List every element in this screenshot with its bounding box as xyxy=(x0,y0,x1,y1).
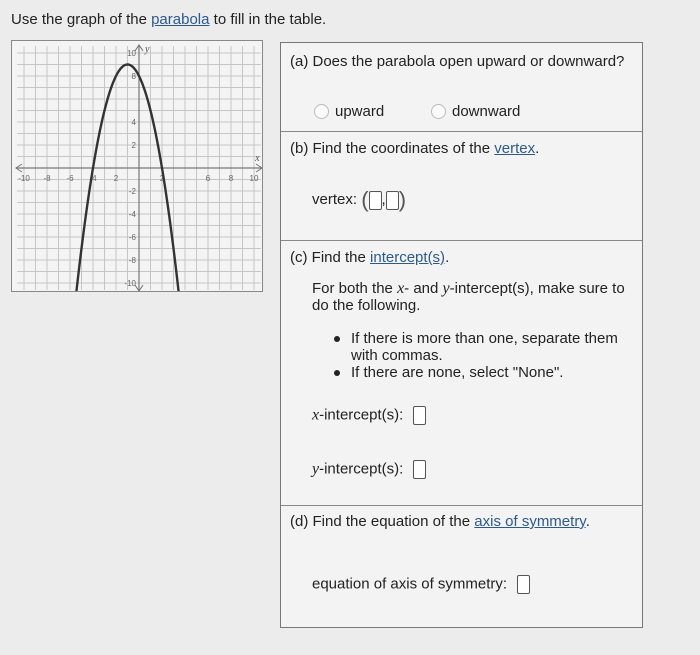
x-tick-label: 6 xyxy=(205,174,211,183)
y-intercept-input[interactable] xyxy=(413,460,426,479)
y-tick-label: -6 xyxy=(128,233,136,242)
y-tick-label: 2 xyxy=(131,141,136,150)
downward-radio[interactable] xyxy=(431,104,446,119)
upward-radio[interactable] xyxy=(314,104,329,119)
y-tick-label: 10 xyxy=(127,49,136,58)
x-axis-label: x xyxy=(255,153,260,164)
close-paren: ) xyxy=(398,187,407,212)
x-tick-label: 2 xyxy=(113,174,119,183)
part-d-question: (d) Find the equation of the axis of symmetry. xyxy=(290,513,590,530)
y-tick-label: -8 xyxy=(128,256,136,265)
open-paren: ( xyxy=(361,187,369,212)
x-intercept-row: x-intercept(s): xyxy=(312,406,426,425)
y-intercept-row: y-intercept(s): xyxy=(312,460,426,479)
part-c-question: (c) Find the intercept(s). xyxy=(290,249,450,266)
part-d-cell xyxy=(281,505,642,629)
parabola-graph xyxy=(11,40,263,292)
x-tick-label: -4 xyxy=(89,174,97,183)
vertex-y-input[interactable] xyxy=(386,191,399,210)
bullet-separate: If there is more than one, separate them with commas. xyxy=(331,330,641,364)
upward-option[interactable] xyxy=(314,103,384,120)
y-tick-label: -10 xyxy=(124,279,136,288)
x-tick-label: -10 xyxy=(18,174,30,183)
part-a-question: (a) Does the parabola open upward or downward? xyxy=(290,53,625,70)
vertex-x-input[interactable] xyxy=(369,191,382,210)
x-tick-label: -8 xyxy=(43,174,51,183)
intercepts-link[interactable]: intercept(s) xyxy=(370,249,446,266)
y-tick-label: 4 xyxy=(131,118,136,127)
instruction-text: Use the graph of the parabola to fill in the table. xyxy=(11,11,327,28)
x-tick-label: 8 xyxy=(228,174,234,183)
y-tick-label: -4 xyxy=(128,210,136,219)
downward-option[interactable] xyxy=(431,103,520,120)
part-b-question: (b) Find the coordinates of the vertex. xyxy=(290,140,540,157)
part-a-cell xyxy=(281,43,642,132)
x-tick-label: -6 xyxy=(66,174,74,183)
vertex-answer-row xyxy=(312,187,406,213)
answer-table xyxy=(280,42,643,628)
y-tick-label: -2 xyxy=(128,187,136,196)
vertex-comma: , xyxy=(381,190,386,208)
axis-of-symmetry-input[interactable] xyxy=(517,575,530,594)
bullet-none: If there are none, select "None". xyxy=(331,364,641,381)
vertex-link[interactable]: vertex xyxy=(494,140,536,157)
axis-answer-row xyxy=(312,575,530,594)
x-intercept-input[interactable] xyxy=(413,406,426,425)
part-c-instructions: For both the x- and y-intercept(s), make sure to do the following. xyxy=(312,280,625,314)
x-tick-label: 10 xyxy=(249,174,259,183)
x-tick-label: 2 xyxy=(159,174,165,183)
y-tick-label: 8 xyxy=(131,72,136,81)
part-c-bullets xyxy=(331,330,641,381)
downward-label: downward xyxy=(452,103,521,120)
upward-label: upward xyxy=(335,103,385,120)
vertex-label: vertex: xyxy=(312,190,358,208)
graph-canvas xyxy=(12,41,262,291)
axis-of-symmetry-link[interactable]: axis of symmetry xyxy=(474,513,586,530)
parabola-link[interactable]: parabola xyxy=(151,11,210,28)
part-b-cell xyxy=(281,131,642,241)
y-axis-label: y xyxy=(145,43,150,55)
part-c-cell xyxy=(281,240,642,506)
axis-answer-label: equation of axis of symmetry: xyxy=(312,575,508,593)
